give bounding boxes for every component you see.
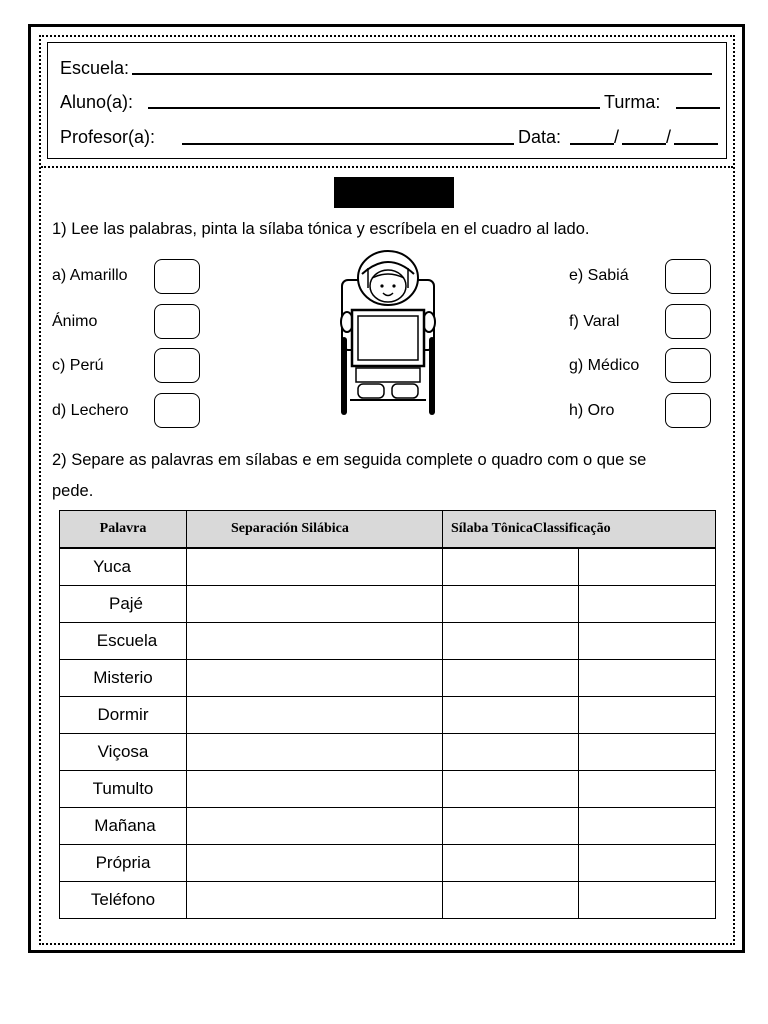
word-cell: Escuela [60, 623, 187, 660]
section2-instruction-line2: pede. [52, 482, 94, 500]
tonic-syllable-cell[interactable] [443, 549, 579, 586]
word-cell: Tumulto [60, 771, 187, 808]
escuela-field[interactable] [132, 73, 712, 75]
separation-cell[interactable] [187, 549, 443, 586]
word-left: c) Perú [52, 357, 104, 374]
classification-cell[interactable] [579, 660, 716, 697]
turma-label: Turma: [604, 92, 661, 112]
separation-cell[interactable] [187, 660, 443, 697]
table-row [60, 771, 716, 808]
word-left: d) Lechero [52, 402, 129, 419]
tonic-syllable-cell[interactable] [443, 734, 579, 771]
separation-cell[interactable] [187, 808, 443, 845]
date-separator: / [666, 127, 672, 147]
classification-cell[interactable] [579, 734, 716, 771]
separation-cell[interactable] [187, 697, 443, 734]
word-right: h) Oro [569, 402, 615, 419]
girl-holding-board-illustration [334, 248, 442, 418]
word-cell: Própria [60, 845, 187, 882]
table-row [60, 882, 716, 919]
table-row [60, 697, 716, 734]
syllable-table [59, 510, 716, 548]
word-cell: Mañana [60, 808, 187, 845]
table-row [60, 623, 716, 660]
date-year-field[interactable] [674, 143, 718, 145]
word-right: f) Varal [569, 313, 620, 330]
tonic-syllable-cell[interactable] [443, 586, 579, 623]
tonic-syllable-cell[interactable] [443, 660, 579, 697]
aluno-label: Aluno(a): [60, 92, 134, 112]
word-left: a) Amarillo [52, 267, 128, 284]
answer-box[interactable] [154, 304, 200, 339]
column-header: Classificação [532, 521, 611, 536]
answer-box[interactable] [154, 348, 200, 383]
separation-cell[interactable] [187, 845, 443, 882]
classification-cell[interactable] [579, 586, 716, 623]
date-day-field[interactable] [570, 143, 614, 145]
word-cell: Pajé [60, 586, 187, 623]
data-label: Data: [518, 127, 562, 147]
tonic-syllable-cell[interactable] [443, 845, 579, 882]
aluno-field[interactable] [148, 107, 600, 109]
word-cell: Dormir [60, 697, 187, 734]
date-separator: / [614, 127, 620, 147]
table-row [60, 660, 716, 697]
date-month-field[interactable] [622, 143, 666, 145]
tonic-syllable-cell[interactable] [443, 623, 579, 660]
classification-cell[interactable] [579, 623, 716, 660]
turma-field[interactable] [676, 107, 720, 109]
tonic-syllable-cell[interactable] [443, 882, 579, 919]
classification-cell[interactable] [579, 549, 716, 586]
table-header-row [60, 511, 716, 548]
title-block [334, 177, 454, 208]
word-right: e) Sabiá [569, 267, 629, 284]
separation-cell[interactable] [187, 586, 443, 623]
classification-cell[interactable] [579, 808, 716, 845]
tonic-syllable-cell[interactable] [443, 808, 579, 845]
column-header-group [443, 511, 716, 548]
table-row [60, 734, 716, 771]
profesor-field[interactable] [182, 143, 514, 145]
syllable-table-body [59, 548, 716, 919]
answer-box[interactable] [665, 393, 711, 428]
answer-box[interactable] [154, 393, 200, 428]
profesor-label: Profesor(a): [60, 127, 156, 147]
column-header: Palavra [60, 511, 187, 548]
word-cell: Viçosa [60, 734, 187, 771]
table-row [60, 808, 716, 845]
answer-box[interactable] [665, 304, 711, 339]
word-cell: Yuca [60, 549, 187, 586]
section2-instruction-line1: 2) Separe as palavras em sílabas e em seguida complete o quadro com o que se [52, 451, 647, 469]
classification-cell[interactable] [579, 697, 716, 734]
escuela-label: Escuela: [60, 58, 130, 78]
tonic-syllable-cell[interactable] [443, 771, 579, 808]
answer-box[interactable] [154, 259, 200, 294]
classification-cell[interactable] [579, 771, 716, 808]
tonic-syllable-cell[interactable] [443, 697, 579, 734]
section1-instruction: 1) Lee las palabras, pinta la sílaba tónica y escríbela en el cuadro al lado. [52, 220, 590, 238]
table-row [60, 549, 716, 586]
word-left: Ánimo [52, 313, 98, 330]
separation-cell[interactable] [187, 734, 443, 771]
column-header: Separación Silábica [187, 511, 443, 548]
dotted-separator [41, 166, 733, 168]
word-right: g) Médico [569, 357, 640, 374]
classification-cell[interactable] [579, 882, 716, 919]
word-cell: Misterio [60, 660, 187, 697]
answer-box[interactable] [665, 259, 711, 294]
answer-box[interactable] [665, 348, 711, 383]
classification-cell[interactable] [579, 845, 716, 882]
column-header: Sílaba Tônica [451, 521, 533, 536]
table-row [60, 845, 716, 882]
separation-cell[interactable] [187, 623, 443, 660]
separation-cell[interactable] [187, 882, 443, 919]
separation-cell[interactable] [187, 771, 443, 808]
word-cell: Teléfono [60, 882, 187, 919]
table-row [60, 586, 716, 623]
